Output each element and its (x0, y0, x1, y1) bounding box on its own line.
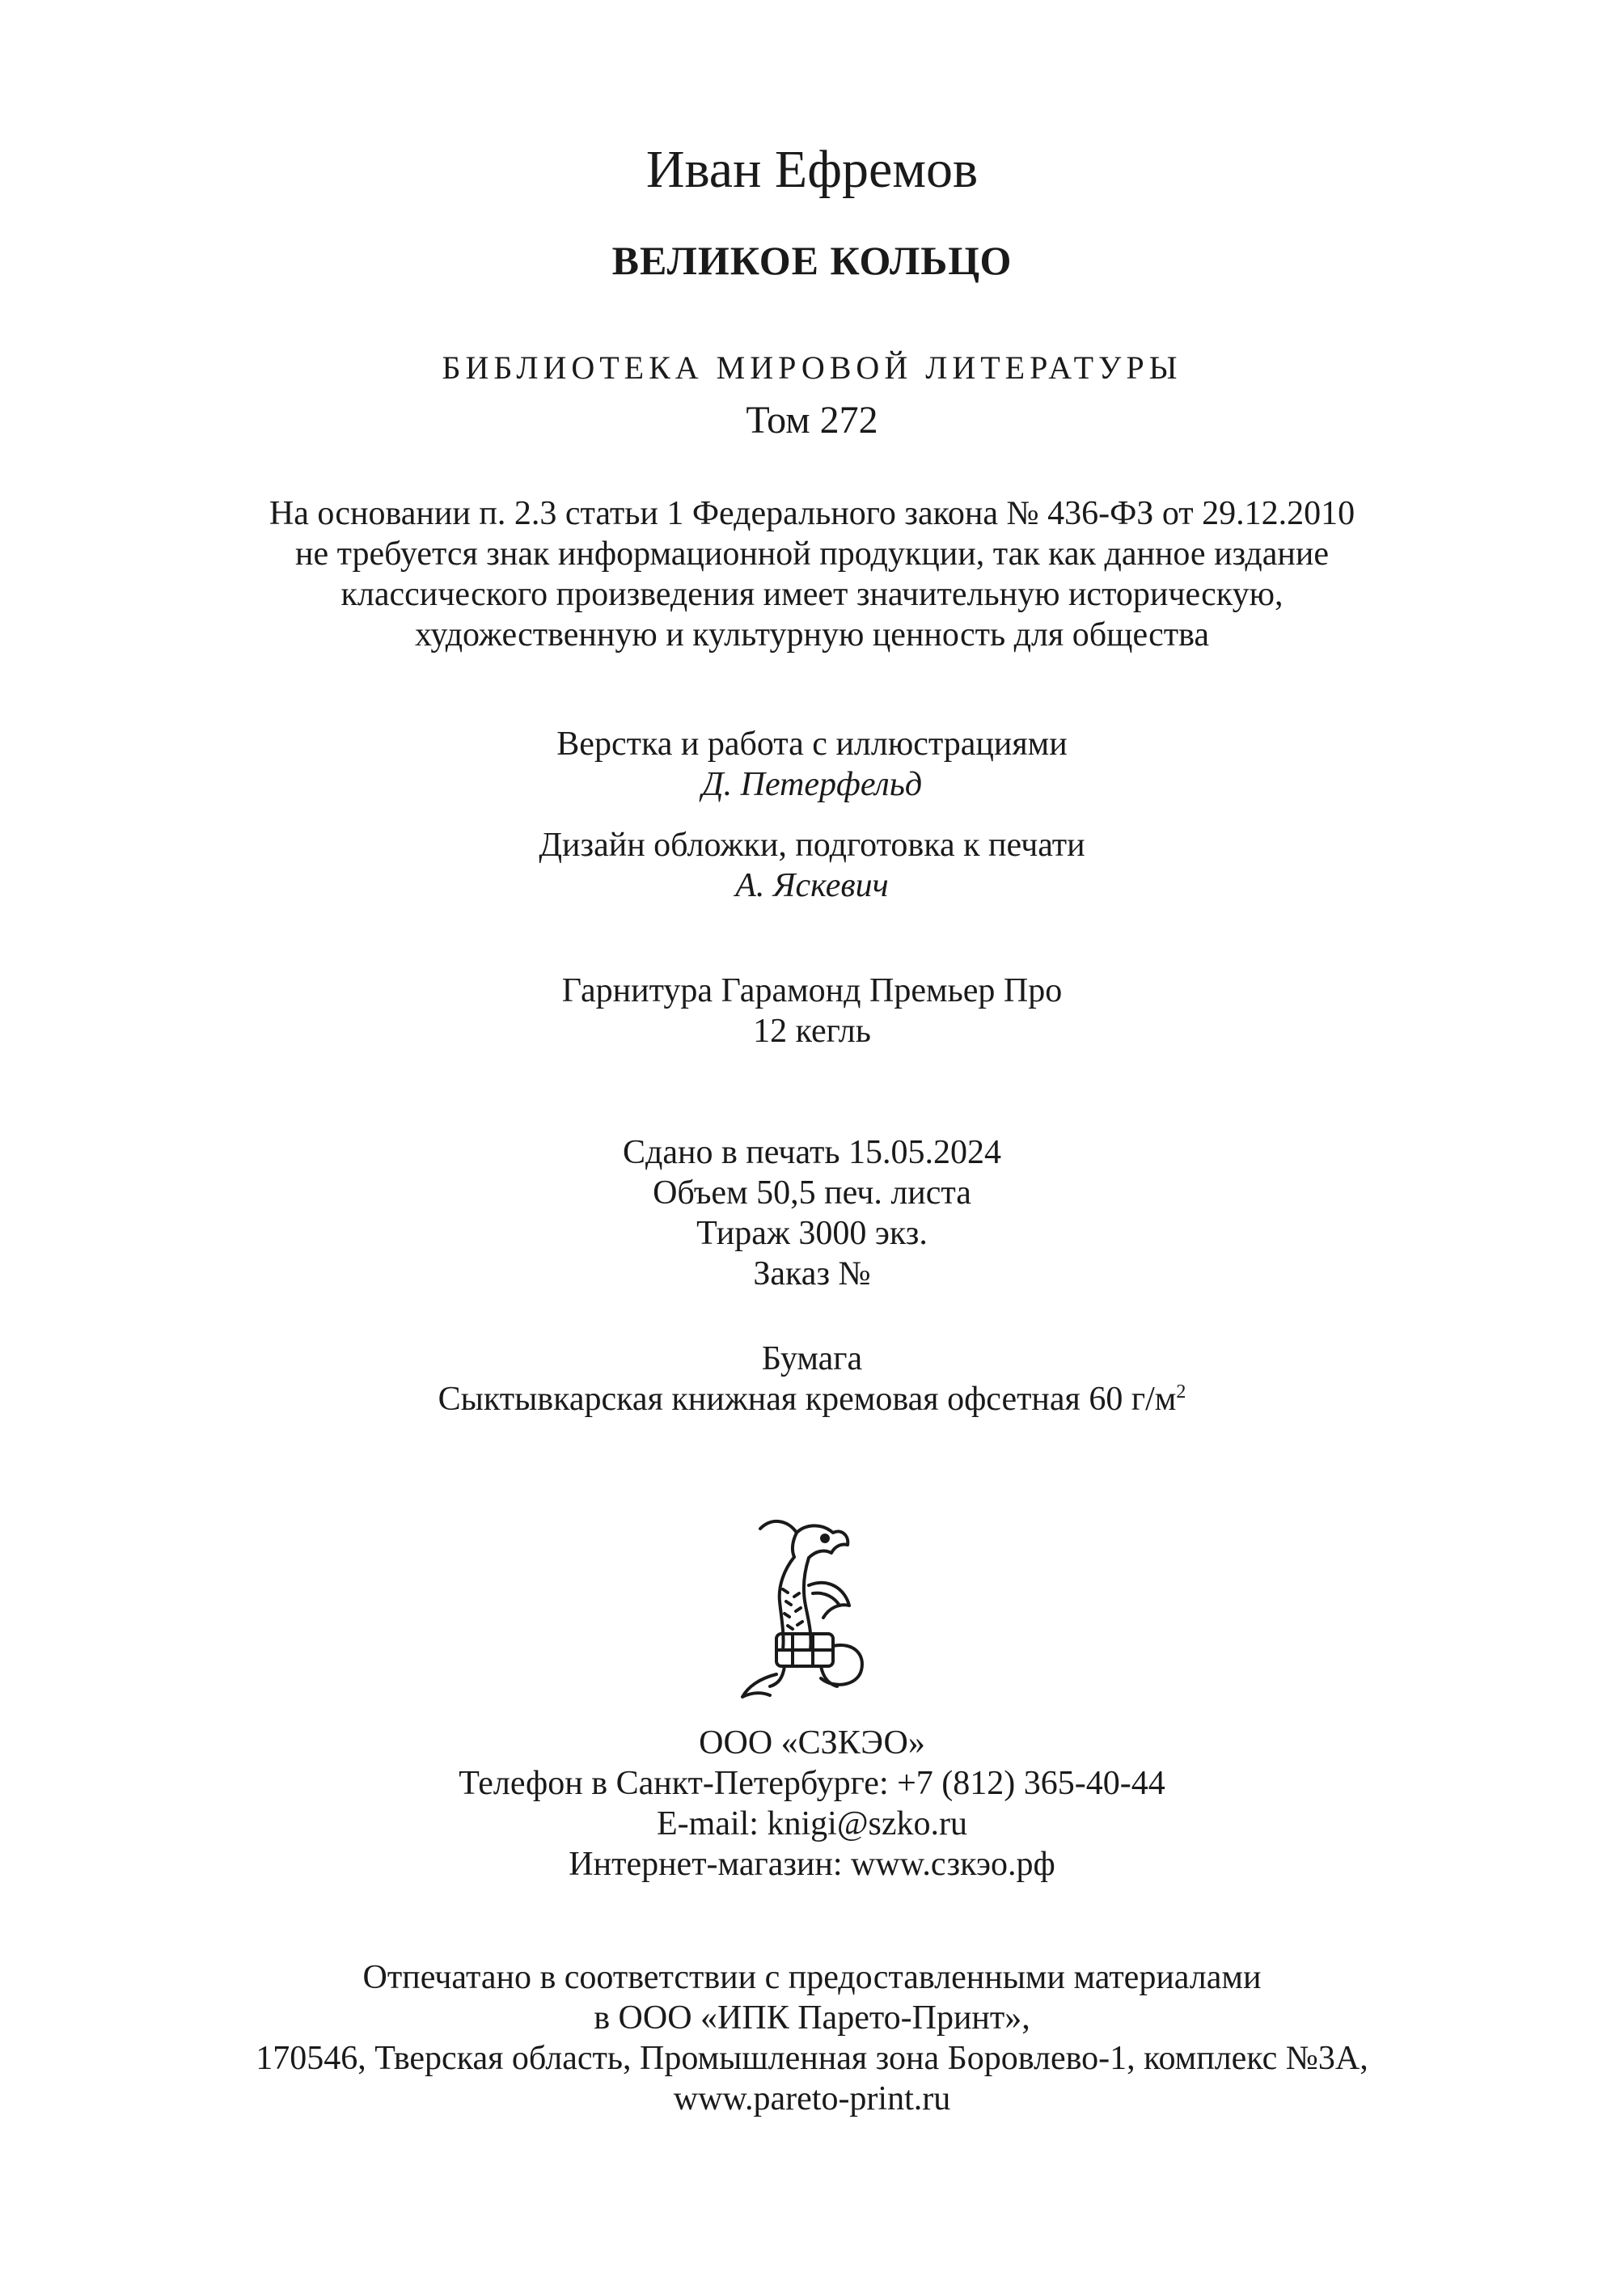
credit-layout (0, 724, 1624, 805)
credit-cover-design (0, 825, 1624, 906)
legal-notice-line: не требуется знак информационной продукции, так как данное издание (294, 535, 1329, 573)
publisher-shop: Интернет-магазин: www.сзкэо.рф (569, 1846, 1055, 1883)
legal-notice (0, 493, 1624, 655)
paper-superscript: 2 (1176, 1381, 1186, 1402)
typeface-info (0, 971, 1624, 1051)
series-name: БИБЛИОТЕКА МИРОВОЙ ЛИТЕРАТУРЫ (442, 349, 1182, 386)
paper-description (0, 1379, 1624, 1419)
paper-info (0, 1339, 1624, 1419)
legal-notice-line: классического произведения имеет значительную историческую, (340, 576, 1284, 613)
publisher-phone: Телефон в Санкт-Петербурге: +7 (812) 365-40-44 (459, 1765, 1165, 1802)
printer-line: в ООО «ИПК Парето-Принт», (594, 1999, 1030, 2037)
printer-line: www.pareto-print.ru (673, 2080, 951, 2117)
legal-notice-line: На основании п. 2.3 статьи 1 Федерального закона № 436-ФЗ от 29.12.2010 (269, 495, 1355, 532)
paper-description-text: Сыктывкарская книжная кремовая офсетная 60 г/м (438, 1381, 1177, 1418)
printer-line: 170546, Тверская область, Промышленная зона Боровлево-1, комплекс №3А, (256, 2040, 1368, 2077)
dragon-emblem-icon (728, 1512, 898, 1707)
print-info (0, 1132, 1624, 1294)
legal-notice-line: художественную и культурную ценность для общества (414, 616, 1210, 654)
volume-number: Том 272 (746, 399, 878, 442)
credit-person: Д. Петерфельд (701, 766, 923, 803)
print-info-line: Сдано в печать 15.05.2024 (622, 1134, 1002, 1171)
typeface-name: Гарнитура Гарамонд Премьер Про (561, 972, 1063, 1009)
book-title: ВЕЛИКОЕ КОЛЬЦО (611, 238, 1013, 283)
credit-person: А. Яскевич (735, 867, 889, 904)
print-info-line: Объем 50,5 печ. листа (653, 1174, 971, 1212)
printer-line: Отпечатано в соответствии с предоставленными материалами (362, 1959, 1262, 1996)
author-name: Иван Ефремов (645, 140, 979, 199)
print-info-line: Тираж 3000 экз. (696, 1215, 928, 1252)
paper-label: Бумага (761, 1340, 863, 1377)
typeface-size: 12 кегль (753, 1013, 871, 1050)
publisher-email: E-mail: knigi@szko.ru (657, 1805, 967, 1842)
publisher-info (0, 1723, 1624, 1885)
printer-info (0, 1957, 1624, 2119)
credit-role: Дизайн обложки, подготовка к печати (539, 827, 1085, 864)
credit-role: Верстка и работа с иллюстрациями (556, 726, 1068, 763)
publisher-name: ООО «СЗКЭО» (699, 1724, 925, 1762)
print-info-line: Заказ № (753, 1255, 871, 1292)
